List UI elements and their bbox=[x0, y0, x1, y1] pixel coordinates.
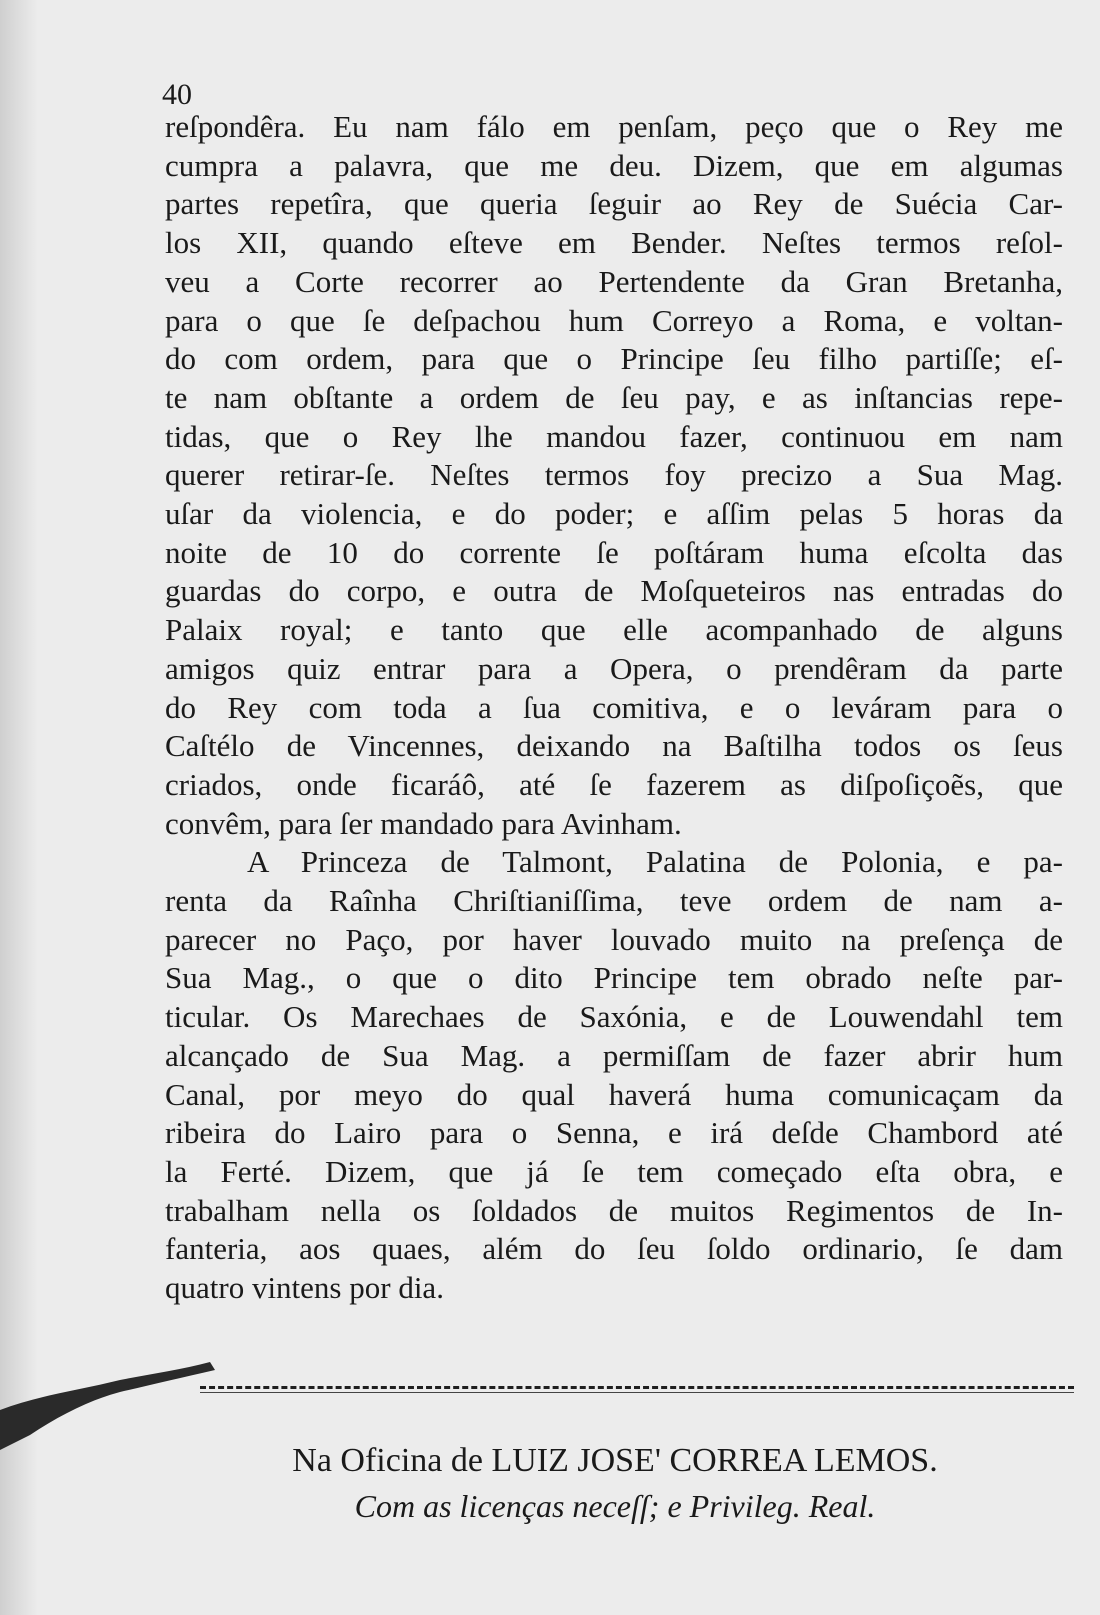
text-line: alcançado de Sua Mag. a permiſſam de fazer abrir hum bbox=[165, 1037, 1063, 1073]
text-line: para o que ſe deſpachou hum Correyo a Roma, e voltan- bbox=[165, 302, 1063, 338]
rule-divider-thin bbox=[200, 1392, 1074, 1393]
text-line: do Rey com toda a ſua comitiva, e o leváram para o bbox=[165, 689, 1063, 725]
text-line: los XII, quando eſteve em Bender. Neſtes termos reſol- bbox=[165, 225, 1063, 261]
text-line: quatro vintens por dia. bbox=[165, 1270, 444, 1306]
printer-imprint: Na Oficina de LUIZ JOSE' CORREA LEMOS. bbox=[292, 1442, 938, 1479]
text-line: reſpondêra. Eu nam fálo em penſam, peço que o Rey me bbox=[165, 109, 1063, 144]
text-line: ribeira do Lairo para o Senna, e irá deſde Chambord até bbox=[165, 1115, 1063, 1151]
text-line: veu a Corte recorrer ao Pertendente da Gran Bretanha, bbox=[165, 263, 1063, 299]
text-line: A Princeza de Talmont, Palatina de Polonia, e pa- bbox=[247, 844, 1063, 880]
rule-divider bbox=[200, 1386, 1074, 1389]
text-line: amigos quiz entrar para a Opera, o prendêram da parte bbox=[165, 650, 1063, 686]
text-line: do com ordem, para que o Principe ſeu filho partiſſe; eſ- bbox=[165, 341, 1063, 377]
text-line: ticular. Os Marechaes de Saxónia, e de Louwendahl tem bbox=[165, 999, 1063, 1035]
text-line: Caſtélo de Vincennes, deixando na Baſtilha todos os ſeus bbox=[165, 728, 1063, 764]
text-line: te nam obſtante a ordem de ſeu pay, e as inſtancias repe- bbox=[165, 379, 1063, 415]
text-line: guardas do corpo, e outra de Moſqueteiros nas entradas do bbox=[165, 573, 1063, 609]
text-line: fanteria, aos quaes, além do ſeu ſoldo ordinario, ſe dam bbox=[165, 1231, 1063, 1267]
text-line: Sua Mag., o que o dito Principe tem obrado neſte par- bbox=[165, 960, 1063, 996]
text-line: renta da Raînha Chriſtianiſſima, teve ordem de nam a- bbox=[165, 883, 1063, 919]
text-line: querer retirar-ſe. Neſtes termos foy precizo a Sua Mag. bbox=[165, 457, 1063, 493]
text-line: parecer no Paço, por haver louvado muito na preſença de bbox=[165, 921, 1063, 957]
text-line: Canal, por meyo do qual haverá huma comunicaçam da bbox=[165, 1076, 1063, 1112]
text-line: la Ferté. Dizem, que já ſe tem começado eſta obra, e bbox=[165, 1153, 1063, 1189]
page-number: 40 bbox=[162, 78, 192, 111]
text-line: trabalham nella os ſoldados de muitos Regimentos de In- bbox=[165, 1192, 1063, 1228]
text-line: Palaix royal; e tanto que elle acompanhado de alguns bbox=[165, 612, 1063, 648]
body-text bbox=[165, 108, 1063, 1308]
text-line: convêm, para ſer mandado para Avinham. bbox=[165, 805, 682, 841]
text-line: uſar da violencia, e do poder; e aſſim pelas 5 horas da bbox=[165, 496, 1063, 532]
text-line: noite de 10 do corrente ſe poſtáram huma eſcolta das bbox=[165, 534, 1063, 570]
text-line: tidas, que o Rey lhe mandou fazer, continuou em nam bbox=[165, 418, 1063, 454]
license-line: Com as licenças neceſſ; e Privileg. Real. bbox=[354, 1488, 876, 1524]
text-line: partes repetîra, que queria ſeguir ao Rey de Suécia Car- bbox=[165, 186, 1063, 222]
text-line: cumpra a palavra, que me deu. Dizem, que em algumas bbox=[165, 147, 1063, 183]
text-line: criados, onde ficaráô, até ſe fazerem as diſpoſiçoẽs, que bbox=[165, 766, 1063, 802]
